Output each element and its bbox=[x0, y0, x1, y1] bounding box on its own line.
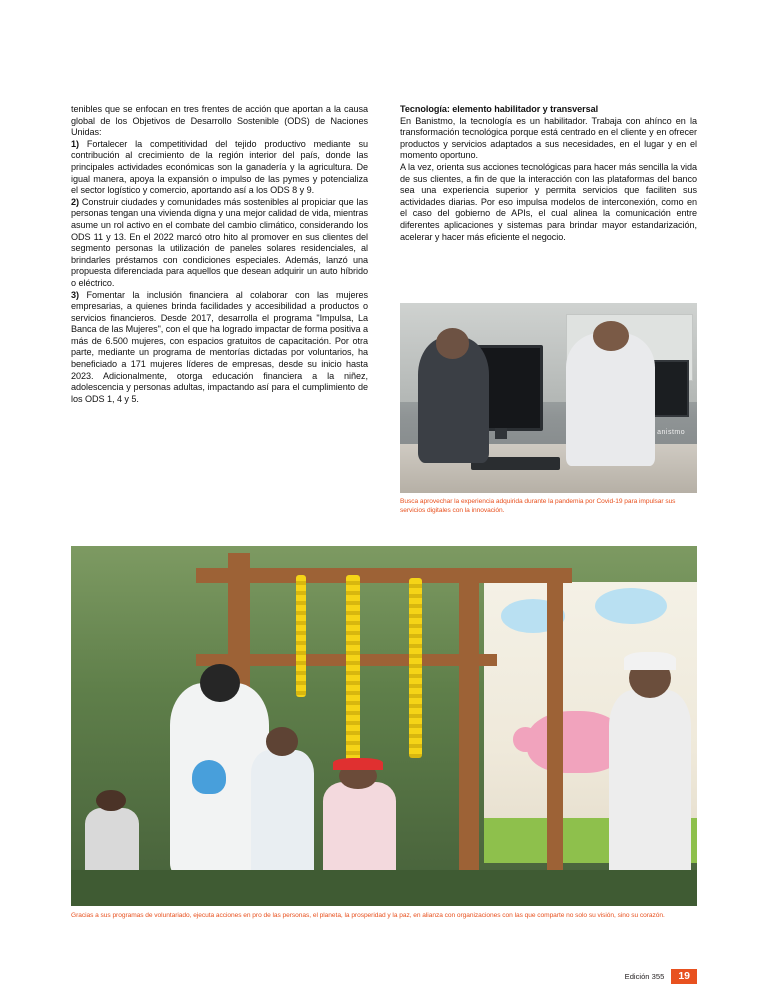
playground-volunteer-head bbox=[200, 664, 240, 702]
paragraph-point-3 bbox=[71, 290, 368, 406]
office-photo-person-right-head bbox=[593, 321, 629, 350]
paragraph-point-3-text: Fomentar la inclusión financiera al colaborar con las mujeres empresarias, a quienes brinda facilidades y accesibilidad a productos o servicios financieros. Desde 2017, desarrolla el programa "Impulsa, La Banca de las Mujeres", con el que ha logrado impactar de forma positiva a más de 6.500 mujeres, con espacios gratuitos de capacitación. Por otra parte, mediante un programa de mentorías dictadas por voluntarios, ha beneficiado a 171 mujeres líderes de empresas, desde su inicio hasta 2023. Adicionalmente, otorga educación financiera a la niñez, adolescencia y personas adultas, impactando así para el cumplimiento de los ODS 1, 4 y 5. bbox=[71, 289, 368, 404]
paragraph-point-2-text: Construir ciudades y comunidades más sostenibles al propiciar que las personas tengan una vivienda digna y una mejor calidad de vida, mientras asume un rol activo en el combate del cambio climático, considerando los ODS 11 y 13. En el 2022 marcó otro hito al promover en sus clientes del segmento personas la utilización de paneles solares residenciales, al brindarles préstamos con condiciones especiales. Además, lanzó una propuesta diferenciada para aquellos que desean adquirir un auto híbrido o eléctrico. bbox=[71, 196, 368, 288]
playground-post-right bbox=[547, 582, 563, 877]
paragraph-intro: tenibles que se enfocan en tres frentes de acción que aportan a la causa global de los Objetivos de Desarrollo Sostenible (ODS) de Naciones Unidas: bbox=[71, 104, 368, 138]
playground-people-group bbox=[71, 647, 522, 906]
playground-beam-top bbox=[196, 568, 572, 583]
page-footer bbox=[625, 969, 697, 985]
office-photo-person-left-head bbox=[436, 328, 469, 358]
playground-photo-caption: Gracias a sus programas de voluntariado, ejecuta acciones en pro de las personas, el planeta, la prosperidad y la paz, en alianza con organizaciones con las que comparte no solo su visión, sino su corazón. bbox=[71, 912, 665, 919]
playground-adult-right bbox=[609, 690, 690, 892]
left-column bbox=[71, 104, 368, 405]
playground-child-center-head bbox=[266, 727, 298, 756]
page-number-badge: 19 bbox=[671, 969, 697, 985]
office-photo-caption: Busca aprovechar la experiencia adquirida durante la pandemia por Covid-19 para impulsar sus servicios digitales con la innovación. bbox=[400, 498, 676, 514]
playground-photo bbox=[71, 546, 697, 906]
list-marker-1: 1) bbox=[71, 138, 79, 149]
paragraph-point-1 bbox=[71, 139, 368, 197]
office-photo bbox=[400, 303, 697, 493]
office-photo-person-left bbox=[418, 337, 489, 462]
shirt-logo-text: anistmo bbox=[657, 429, 686, 436]
paragraph-point-2 bbox=[71, 197, 368, 290]
mural-cloud-icon bbox=[595, 588, 667, 625]
list-marker-2: 2) bbox=[71, 196, 79, 207]
right-paragraph-2: A la vez, orienta sus acciones tecnológicas para hacer más sencilla la vida de sus clientes, a fin de que la interacción con las plataformas del banco sea una experiencia superior y permita servicios que faciliten sus actividades diarias. Por eso impulsa modelos de interconexión, como en el caso del gobierno de APIs, el cual alinea la comunicación entre diferentes aplicaciones y sistemas para brindar mayor estandarización, acelerar y hacer más eficiente el negocio. bbox=[400, 161, 697, 242]
playground-child-center bbox=[251, 750, 314, 880]
office-photo-person-right bbox=[566, 333, 655, 466]
right-paragraph-1: En Banistmo, la tecnología es un habilitador. Trabaja con ahínco en la transformación tecnológica porque está centrado en el cliente y en ofrecer productos y servicios adaptados a sus necesidades, en el lugar y en el momento oportuno. bbox=[400, 115, 697, 161]
section-heading: Tecnología: elemento habilitador y transversal bbox=[400, 104, 599, 114]
edition-label: Edición 355 bbox=[624, 971, 665, 981]
list-marker-3: 3) bbox=[71, 289, 79, 300]
playground-child-left-head bbox=[96, 790, 125, 811]
playground-ground bbox=[71, 870, 697, 906]
paragraph-point-1-text: Fortalecer la competitividad del tejido productivo mediante su contribución al crecimiento de la región interior del país, donde las principales actividades económicas son la ganadería y la agricultura. De igual manera, apoya la expansión o impulso de las pymes y potencializa el sector logístico y comercio, aportando así a los ODS 8 y 9. bbox=[71, 138, 368, 196]
playground-adult-right-cap bbox=[624, 652, 676, 670]
playground-child-right-hat bbox=[333, 758, 382, 770]
volunteer-shirt-logo-icon bbox=[192, 760, 226, 795]
